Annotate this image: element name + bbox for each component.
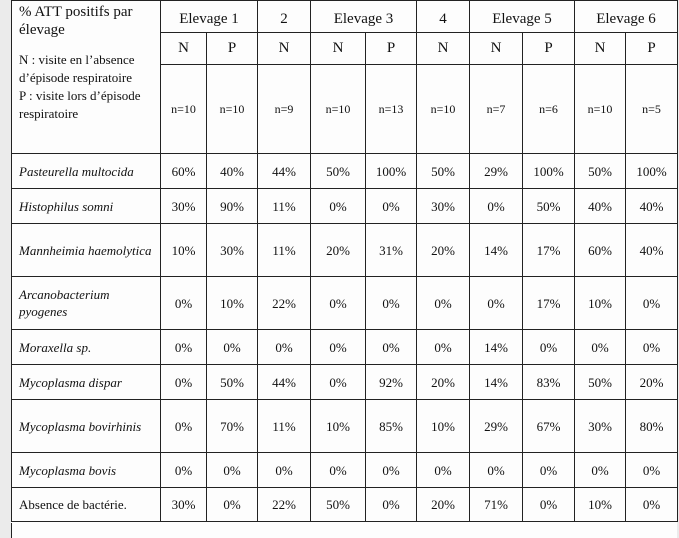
percent-value-cell: 83% (523, 365, 575, 400)
percent-value-cell: 60% (161, 154, 207, 189)
percent-value-cell: 30% (417, 189, 470, 224)
corner-legend-n: N : visite en l’absence d’épisode respiratoire (19, 52, 135, 85)
species-name-cell: Mycoplasma dispar (12, 365, 161, 400)
visit-type-header: P (523, 33, 575, 65)
species-name-cell: Mannheimia haemolytica (12, 224, 161, 277)
species-name-cell: Mycoplasma bovis (12, 453, 161, 488)
sample-count-cell: n=13 (366, 65, 417, 154)
percent-value-cell: 10% (575, 277, 626, 330)
percent-value-cell: 0% (417, 277, 470, 330)
percent-value-cell: 71% (470, 488, 523, 522)
percent-value-cell: 0% (626, 277, 678, 330)
visit-type-header: N (575, 33, 626, 65)
percent-value-cell: 17% (523, 224, 575, 277)
percent-value-cell: 20% (417, 365, 470, 400)
percent-value-cell: 0% (161, 330, 207, 365)
percent-value-cell: 0% (575, 453, 626, 488)
table-row (12, 189, 678, 224)
percent-value-cell: 0% (207, 453, 258, 488)
percent-value-cell: 0% (366, 189, 417, 224)
farm-header-4: 4 (417, 1, 470, 33)
corner-title: % ATT positifs par élevage (19, 4, 133, 38)
table-row (12, 224, 678, 277)
species-name-cell: Pasteurella multocida (12, 154, 161, 189)
percent-value-cell: 90% (207, 189, 258, 224)
percent-value-cell: 20% (417, 224, 470, 277)
farm-header-5: Elevage 5 (470, 1, 575, 33)
percent-value-cell: 11% (258, 400, 311, 453)
sample-count-cell: n=7 (470, 65, 523, 154)
percent-value-cell: 14% (470, 224, 523, 277)
percent-value-cell: 60% (575, 224, 626, 277)
percent-value-cell: 10% (161, 224, 207, 277)
percent-value-cell: 10% (575, 488, 626, 522)
percent-value-cell: 100% (626, 154, 678, 189)
percent-value-cell: 0% (258, 453, 311, 488)
farm-header-6: Elevage 6 (575, 1, 678, 33)
table-row (12, 277, 678, 330)
corner-legend-p: P : visite lors d’épisode respiratoire (19, 88, 141, 121)
sample-count-cell: n=5 (626, 65, 678, 154)
percent-value-cell: 40% (626, 189, 678, 224)
percent-value-cell: 0% (470, 277, 523, 330)
visit-type-header: P (626, 33, 678, 65)
percent-value-cell: 100% (523, 154, 575, 189)
farm-header-1: Elevage 1 (161, 1, 258, 33)
percent-value-cell: 30% (161, 488, 207, 522)
percent-value-cell: 0% (311, 277, 366, 330)
percent-value-cell: 0% (366, 330, 417, 365)
percent-value-cell: 80% (626, 400, 678, 453)
sample-count-cell: n=10 (161, 65, 207, 154)
table-row (12, 330, 678, 365)
table-row (12, 154, 678, 189)
visit-type-header: P (366, 33, 417, 65)
visit-type-header: N (470, 33, 523, 65)
percent-value-cell: 29% (470, 400, 523, 453)
percent-value-cell: 0% (366, 488, 417, 522)
visit-type-header: P (207, 33, 258, 65)
percent-value-cell: 0% (575, 330, 626, 365)
percent-value-cell: 100% (366, 154, 417, 189)
percent-value-cell: 0% (311, 189, 366, 224)
corner-header-cell (12, 1, 161, 154)
table-bottom-edge (11, 523, 677, 538)
sample-count-cell: n=10 (207, 65, 258, 154)
percent-value-cell: 50% (417, 154, 470, 189)
visit-type-header: N (161, 33, 207, 65)
percent-value-cell: 29% (470, 154, 523, 189)
visit-type-header: N (311, 33, 366, 65)
att-results-table (11, 0, 678, 522)
percent-value-cell: 0% (523, 488, 575, 522)
percent-value-cell: 14% (470, 365, 523, 400)
percent-value-cell: 17% (523, 277, 575, 330)
percent-value-cell: 0% (311, 330, 366, 365)
percent-value-cell: 0% (626, 330, 678, 365)
sample-count-cell: n=10 (311, 65, 366, 154)
percent-value-cell: 0% (417, 330, 470, 365)
percent-value-cell: 0% (470, 189, 523, 224)
percent-value-cell: 0% (207, 330, 258, 365)
percent-value-cell: 40% (207, 154, 258, 189)
sample-count-cell: n=10 (575, 65, 626, 154)
percent-value-cell: 50% (575, 365, 626, 400)
percent-value-cell: 0% (417, 453, 470, 488)
species-name-cell: Histophilus somni (12, 189, 161, 224)
table-row (12, 488, 678, 522)
percent-value-cell: 50% (207, 365, 258, 400)
species-name-cell: Absence de bactérie. (12, 488, 161, 522)
document-page (11, 0, 677, 538)
percent-value-cell: 0% (161, 365, 207, 400)
table-row (12, 453, 678, 488)
percent-value-cell: 40% (626, 224, 678, 277)
percent-value-cell: 0% (470, 453, 523, 488)
percent-value-cell: 0% (161, 453, 207, 488)
sample-count-cell: n=6 (523, 65, 575, 154)
percent-value-cell: 50% (311, 488, 366, 522)
percent-value-cell: 0% (626, 488, 678, 522)
species-name-cell: Arcanobacterium pyogenes (12, 277, 161, 330)
percent-value-cell: 0% (366, 277, 417, 330)
percent-value-cell: 0% (311, 453, 366, 488)
percent-value-cell: 0% (523, 453, 575, 488)
table-row (12, 400, 678, 453)
percent-value-cell: 10% (311, 400, 366, 453)
percent-value-cell: 10% (417, 400, 470, 453)
farm-header-row (12, 1, 678, 33)
table-body (12, 1, 678, 522)
species-name-cell: Mycoplasma bovirhinis (12, 400, 161, 453)
visit-type-header: N (258, 33, 311, 65)
percent-value-cell: 0% (311, 365, 366, 400)
percent-value-cell: 20% (626, 365, 678, 400)
visit-type-header: N (417, 33, 470, 65)
percent-value-cell: 20% (311, 224, 366, 277)
percent-value-cell: 10% (207, 277, 258, 330)
percent-value-cell: 22% (258, 277, 311, 330)
percent-value-cell: 31% (366, 224, 417, 277)
percent-value-cell: 85% (366, 400, 417, 453)
sample-count-cell: n=9 (258, 65, 311, 154)
sample-count-cell: n=10 (417, 65, 470, 154)
percent-value-cell: 44% (258, 365, 311, 400)
percent-value-cell: 22% (258, 488, 311, 522)
percent-value-cell: 11% (258, 224, 311, 277)
percent-value-cell: 50% (311, 154, 366, 189)
percent-value-cell: 0% (161, 277, 207, 330)
percent-value-cell: 0% (207, 488, 258, 522)
percent-value-cell: 14% (470, 330, 523, 365)
percent-value-cell: 11% (258, 189, 311, 224)
farm-header-2: 2 (258, 1, 311, 33)
percent-value-cell: 50% (523, 189, 575, 224)
percent-value-cell: 70% (207, 400, 258, 453)
percent-value-cell: 50% (575, 154, 626, 189)
percent-value-cell: 30% (575, 400, 626, 453)
farm-header-3: Elevage 3 (311, 1, 417, 33)
percent-value-cell: 0% (258, 330, 311, 365)
percent-value-cell: 30% (161, 189, 207, 224)
percent-value-cell: 30% (207, 224, 258, 277)
percent-value-cell: 0% (161, 400, 207, 453)
percent-value-cell: 44% (258, 154, 311, 189)
percent-value-cell: 0% (366, 453, 417, 488)
percent-value-cell: 92% (366, 365, 417, 400)
percent-value-cell: 0% (626, 453, 678, 488)
percent-value-cell: 67% (523, 400, 575, 453)
table-row (12, 365, 678, 400)
percent-value-cell: 20% (417, 488, 470, 522)
percent-value-cell: 40% (575, 189, 626, 224)
percent-value-cell: 0% (523, 330, 575, 365)
species-name-cell: Moraxella sp. (12, 330, 161, 365)
